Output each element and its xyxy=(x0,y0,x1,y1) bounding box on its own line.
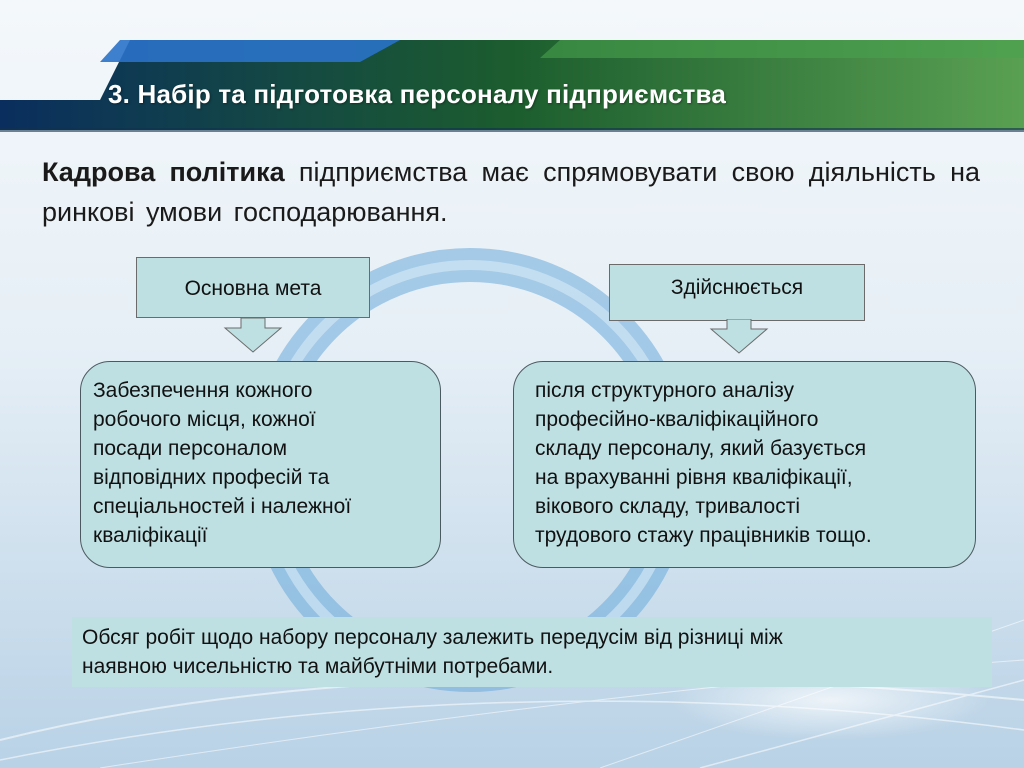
implemented-line: після структурного аналізу xyxy=(535,379,795,402)
implemented-label xyxy=(609,264,865,321)
main-goal-label-text: Основна мета xyxy=(184,277,322,300)
intro-rest: підприємства має спрямовувати свою діяльність на ринкові умови господарювання. xyxy=(42,157,980,227)
implemented-label-text: Здійснюється xyxy=(670,276,804,299)
bottom-note-line: наявною чисельністю та майбутніми потребами. xyxy=(82,655,554,678)
main-goal-line: кваліфікації xyxy=(93,524,208,547)
bottom-note-line: Обсяг робіт щодо набору персоналу залежить передусім від різниці між xyxy=(82,626,783,649)
main-goal-line: Забезпечення кожного xyxy=(93,379,313,402)
main-goal-line: посади персоналом xyxy=(93,437,288,460)
bottom-note xyxy=(72,617,992,687)
main-goal-label xyxy=(136,257,370,318)
main-goal-line: спеціальностей і належної xyxy=(93,495,352,518)
main-goal-line: робочого місця, кожної xyxy=(93,408,316,431)
implemented-line: вікового складу, тривалості xyxy=(535,495,800,518)
arrow-down-icon xyxy=(223,318,283,354)
main-goal-line: відповідних професій та xyxy=(93,466,330,489)
intro-text xyxy=(42,152,980,232)
slide-title: 3. Набір та підготовка персоналу підприємства xyxy=(108,79,727,109)
implemented-line: трудового стажу працівників тощо. xyxy=(535,524,872,547)
main-goal-box xyxy=(80,361,441,568)
implemented-line: професійно-кваліфікаційного xyxy=(535,408,819,431)
implemented-line: на врахуванні рівня кваліфікації, xyxy=(535,466,853,489)
intro-bold-term: Кадрова політика xyxy=(42,157,285,187)
implemented-box xyxy=(513,361,976,568)
implemented-line: складу персоналу, який базується xyxy=(535,437,867,460)
arrow-down-icon xyxy=(709,319,769,355)
